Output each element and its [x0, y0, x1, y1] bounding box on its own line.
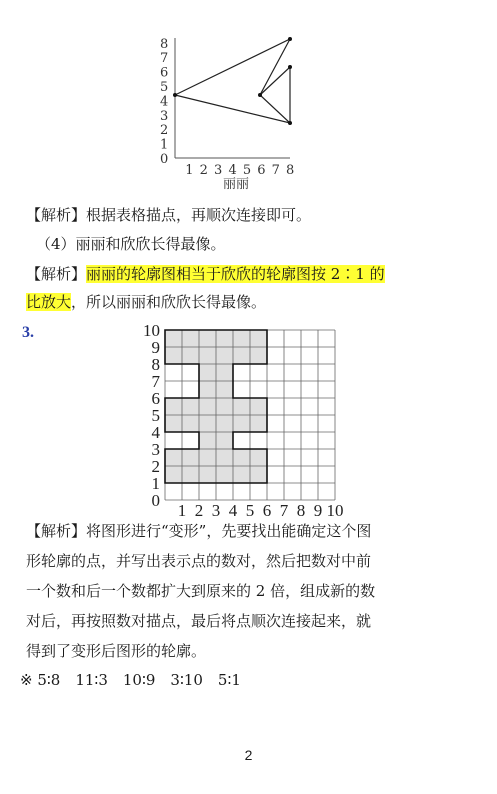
- figure-2-y-label: 5: [151, 406, 160, 425]
- figure-1-y-label: 3: [160, 108, 169, 124]
- figure-1-y-label: 8: [160, 36, 169, 52]
- figure-1-x-label: 3: [214, 163, 223, 178]
- figure-2-x-label: 3: [211, 501, 221, 520]
- figure-2-x-label: 1: [177, 501, 187, 520]
- figure-1-y-label: 7: [160, 51, 169, 67]
- analysis-para-line-4: 对后，再按照数对描点，最后将点顺次连接起来，就: [26, 612, 372, 630]
- figure-2-y-label: 7: [151, 372, 160, 391]
- figure-2-x-label: 9: [313, 501, 323, 520]
- figure-2-y-label: 4: [151, 423, 160, 442]
- figure-2-y-label: 1: [151, 474, 160, 493]
- question-number: 3.: [22, 324, 34, 341]
- figure-1-lili-outline: [150, 34, 310, 194]
- highlighted-text-1: 丽丽的轮廓图相当于欣欣的轮廓图按 2∶1 的: [86, 265, 385, 283]
- figure-1-x-axis-labels: [185, 163, 294, 178]
- figure-1-y-axis-labels: [160, 37, 168, 167]
- figure-1-outline: [175, 39, 290, 123]
- figure-2-x-label: 2: [194, 501, 204, 520]
- analysis-para-line-5: 得到了变形后图形的轮廓。: [26, 642, 207, 660]
- ratio-answers: ※ 5∶8 11∶3 10∶9 3∶10 5∶1: [20, 671, 241, 689]
- figure-2-y-label: 10: [143, 321, 160, 340]
- answer-part-4: （4）丽丽和欣欣长得最像。: [36, 235, 226, 253]
- page-number: 2: [244, 747, 253, 763]
- figure-2-x-label: 5: [245, 501, 255, 520]
- figure-1-caption: 丽丽: [223, 177, 250, 192]
- figure-1-x-label: 7: [271, 163, 280, 178]
- figure-1-y-label: 2: [160, 123, 169, 139]
- analysis-line-1: 【解析】根据表格描点，再顺次连接即可。: [26, 206, 312, 224]
- figure-1-x-label: 4: [228, 163, 237, 178]
- figure-1-y-label: 0: [160, 152, 169, 167]
- figure-2-grid-shape: [140, 320, 355, 520]
- figure-2-y-label: 0: [151, 491, 160, 510]
- figure-2-x-axis-labels: [178, 501, 344, 520]
- figure-2-y-label: 3: [151, 440, 160, 459]
- figure-2-y-label: 2: [151, 457, 160, 476]
- figure-1-x-label: 6: [257, 163, 266, 178]
- figure-1-x-label: 1: [185, 163, 194, 178]
- analysis-line-3: [26, 264, 385, 284]
- figure-1-x-label: 8: [286, 163, 295, 178]
- figure-2-x-label: 7: [279, 501, 289, 520]
- figure-2-y-label: 9: [151, 338, 160, 357]
- analysis-para-line-2: 形轮廓的点，并写出表示点的数对，然后把数对中前: [26, 552, 372, 570]
- figure-1-y-label: 4: [160, 94, 169, 110]
- analysis-para-line-3: 一个数和后一个数都扩大到原来的 2 倍，组成新的数: [26, 582, 376, 600]
- figure-1-x-label: 2: [199, 163, 208, 178]
- analysis-line-4: [26, 292, 266, 312]
- figure-2-x-label: 4: [228, 501, 238, 520]
- figure-2-y-axis-labels: [143, 321, 161, 510]
- figure-2-x-label: 10: [326, 501, 344, 520]
- figure-1-y-label: 6: [160, 65, 169, 81]
- analysis-prefix: 【解析】: [26, 265, 87, 283]
- figure-2-x-label: 6: [262, 501, 272, 520]
- figure-2-y-label: 6: [151, 389, 160, 408]
- figure-1-y-label: 1: [160, 137, 169, 153]
- figure-2-x-label: 8: [296, 501, 306, 520]
- analysis-para-line-1: 【解析】将图形进行“变形”，先要找出能确定这个图: [26, 522, 372, 540]
- figure-2-y-label: 8: [151, 355, 160, 374]
- analysis-line-4-rest: ，所以丽丽和欣欣长得最像。: [71, 293, 267, 311]
- figure-1-y-label: 5: [160, 80, 169, 95]
- highlighted-text-2: 比放大: [26, 293, 72, 311]
- figure-1-x-label: 5: [242, 163, 252, 178]
